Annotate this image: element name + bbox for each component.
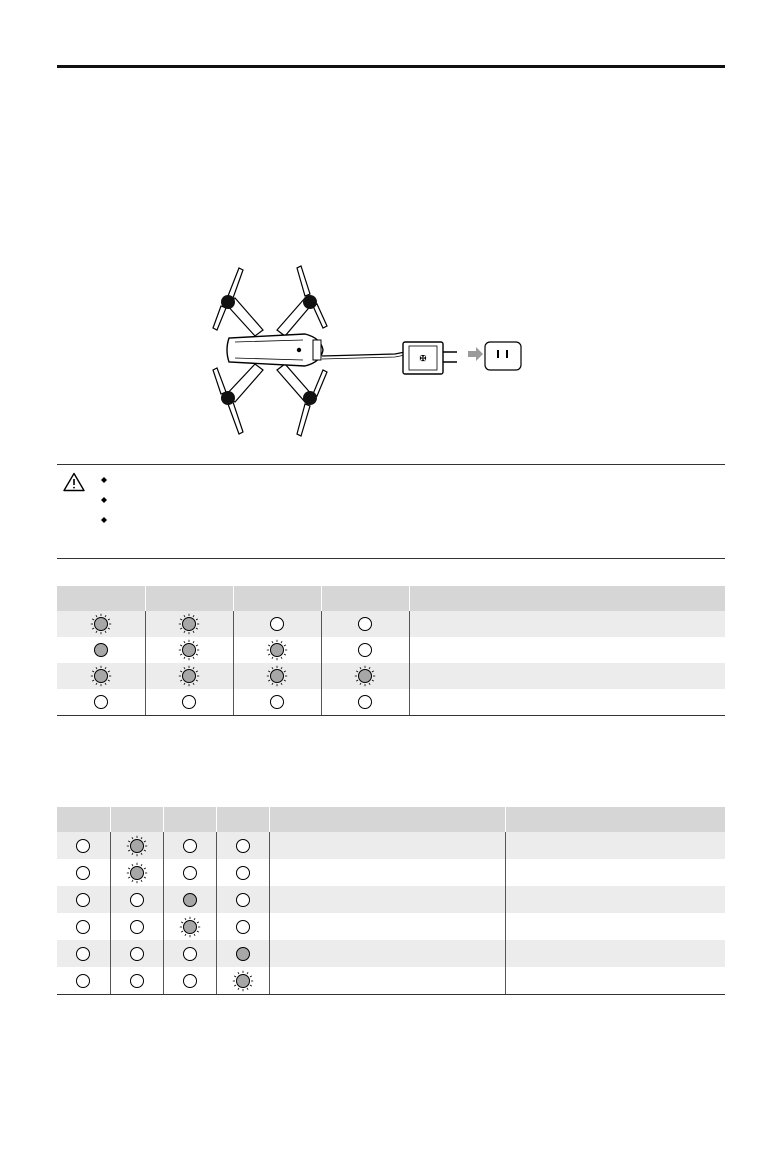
warning-bottom-rule [57,558,725,559]
led-cell [57,886,110,913]
led-cell [233,663,321,689]
led-off-icon [179,970,201,992]
description-cell [269,859,505,886]
led-off-icon [72,835,94,857]
led-cell [57,611,145,637]
led-cell [163,913,216,940]
table-row [57,663,725,689]
led-cell [57,663,145,689]
propeller-fl-a [228,268,243,298]
description-cell [505,832,725,859]
led-blinking-icon [90,665,112,687]
description-cell [505,886,725,913]
description-cell [269,967,505,995]
led-blinking-icon [266,665,288,687]
led-off-icon [72,970,94,992]
propeller-rr-b [313,370,327,396]
led-blinking-icon [178,613,200,635]
propeller-rr-a [297,404,310,436]
led-off-icon [266,613,288,635]
led-cell [57,689,145,716]
motor-fl [221,295,235,309]
led-cell [163,859,216,886]
drone-logo [297,348,301,352]
description-cell [269,832,505,859]
led-table-1 [57,586,725,716]
description-cell [269,940,505,967]
led-cell [110,859,163,886]
diamond-bullet-icon [101,497,107,503]
led-off-icon [126,916,148,938]
diamond-bullet-icon [101,477,107,483]
table-row [57,886,725,913]
led-cell [233,637,321,663]
led-off-icon [354,639,376,661]
led-blinking-icon [126,835,148,857]
led-cell [233,689,321,716]
description-cell [505,940,725,967]
led-blinking-icon [126,862,148,884]
led-off-icon [232,862,254,884]
led-off-icon [126,943,148,965]
led-cell [57,913,110,940]
led-cell [321,611,409,637]
led-cell [57,967,110,995]
table-row [57,832,725,859]
led-cell [145,663,233,689]
led-cell [321,689,409,716]
propeller-fr-b [313,304,327,328]
led-blinking-icon [354,665,376,687]
led-off-icon [354,691,376,713]
led-cell [57,940,110,967]
led-off-icon [72,889,94,911]
description-cell [409,611,725,637]
led-blinking-icon [90,613,112,635]
description-cell [409,689,725,716]
propeller-rl-a [228,402,243,434]
led-off-icon [232,889,254,911]
led-on-icon [90,639,112,661]
table-row [57,859,725,886]
led-cell [163,832,216,859]
led-cell [57,832,110,859]
led-off-icon [179,835,201,857]
led-blinking-icon [178,665,200,687]
charging-cable [322,352,405,356]
led-cell [110,832,163,859]
led-cell [110,913,163,940]
led-off-icon [232,916,254,938]
table-row [57,913,725,940]
charging-illustration [195,258,535,443]
description-cell [269,913,505,940]
led-on-icon [179,889,201,911]
led-cell [110,886,163,913]
diamond-bullet-icon [101,517,107,523]
led-cell [233,611,321,637]
charger-logo: ✠ [419,354,427,363]
led-table-2 [57,807,725,995]
motor-rl [221,391,235,405]
led-off-icon [126,970,148,992]
outlet-slot-right [506,350,508,358]
motor-fr [303,295,317,309]
description-cell [505,967,725,995]
led-blinking-icon [232,970,254,992]
table-row [57,940,725,967]
table-row [57,689,725,716]
led-off-icon [72,943,94,965]
description-cell [409,637,725,663]
led-cell [145,611,233,637]
led-cell [110,940,163,967]
led-cell [216,859,269,886]
table-row [57,967,725,995]
led-cell [57,859,110,886]
power-outlet [485,342,521,370]
led-cell [321,663,409,689]
led-cell [216,832,269,859]
led-off-icon [354,613,376,635]
led-cell [163,967,216,995]
description-cell [269,886,505,913]
propeller-fr-a [297,266,310,296]
drone-battery-cap [313,340,321,360]
led-off-icon [126,889,148,911]
outlet-slot-left [497,350,499,358]
led-cell [57,637,145,663]
warning-top-rule [57,464,725,465]
description-cell [409,663,725,689]
led-cell [110,967,163,995]
led-off-icon [90,691,112,713]
led-blinking-icon [179,916,201,938]
led-off-icon [178,691,200,713]
led-off-icon [179,862,201,884]
led-off-icon [232,835,254,857]
propeller-fl-b [213,306,226,330]
led-cell [321,637,409,663]
top-rule [57,65,725,68]
led-off-icon [266,691,288,713]
propeller-rl-b [213,368,226,394]
led-cell [145,637,233,663]
motor-rr [303,391,317,405]
warning-triangle-icon [63,472,85,492]
description-cell [505,859,725,886]
drone-body [227,334,323,366]
led-cell [163,940,216,967]
led-cell [163,886,216,913]
table-row [57,637,725,663]
led-cell [216,886,269,913]
led-blinking-icon [266,639,288,661]
table-header [57,586,725,611]
led-on-icon [232,943,254,965]
led-off-icon [179,943,201,965]
led-off-icon [72,862,94,884]
led-blinking-icon [178,639,200,661]
led-off-icon [72,916,94,938]
table-header [57,807,725,832]
description-cell [505,913,725,940]
led-cell [145,689,233,716]
led-cell [216,913,269,940]
arrow-right-icon [468,347,483,361]
led-cell [216,940,269,967]
table-row [57,611,725,637]
led-cell [216,967,269,995]
charger-prongs [443,352,457,362]
